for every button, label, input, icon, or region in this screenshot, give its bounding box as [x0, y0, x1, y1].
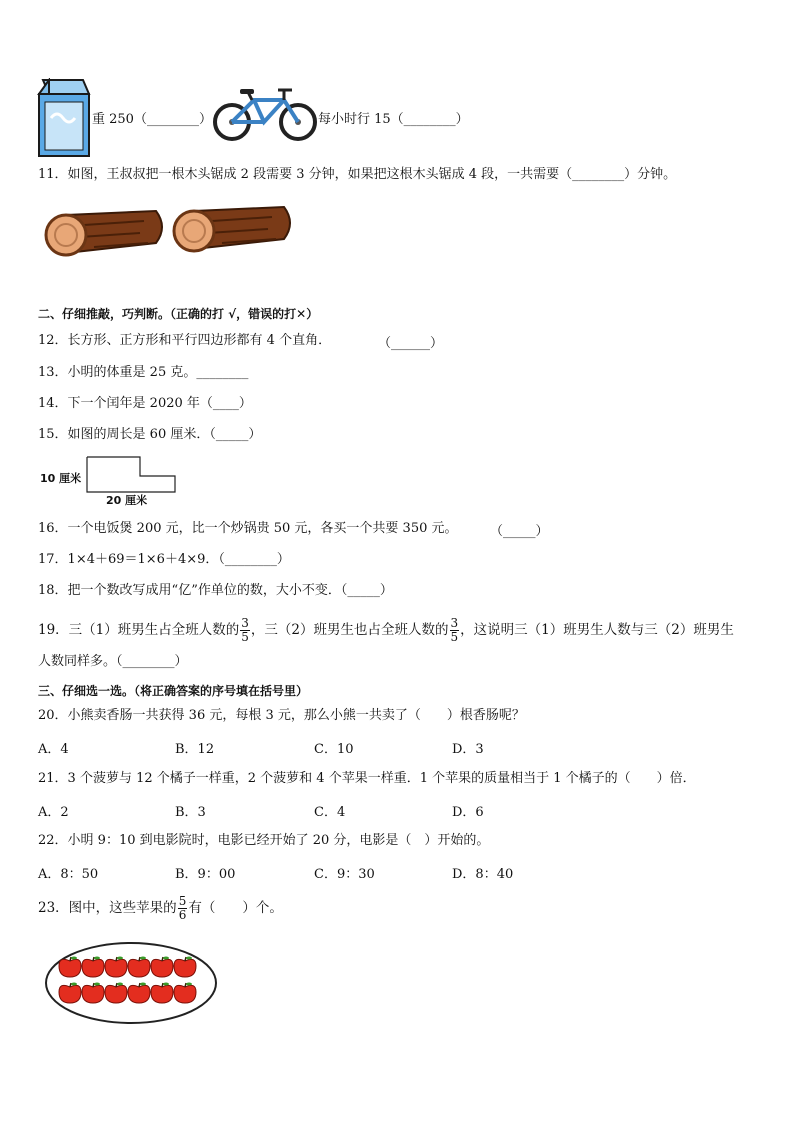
q21-option-d: D．6 [452, 805, 484, 820]
figure-label-10cm: 10 厘米 [40, 472, 82, 485]
question-18: 18．把一个数改写成用“亿”作单位的数，大小不变．（_____） [38, 583, 393, 598]
question-15: 15．如图的周长是 60 厘米．（_____） [38, 427, 262, 442]
apple-icon [105, 983, 127, 1004]
question-19-part3: ，这说明三（1）班男生人数与三（2）班男生 [460, 622, 734, 638]
bicycle-image [212, 84, 318, 142]
q20-option-a: A．4 [38, 742, 69, 757]
q22-option-c: C．9：30 [314, 867, 375, 882]
bike-speed-blank: 每小时行 15（________） [318, 112, 469, 127]
question-19-part1: 19．三（1）班男生占全班人数的 [38, 622, 240, 638]
apple-icon [59, 983, 81, 1004]
question-23 [38, 895, 283, 922]
apples-oval-figure [44, 940, 220, 1026]
fraction-3-5: $\frac{3}{5}$ [241, 616, 249, 644]
question-16: 16．一个电饭煲 200 元，比一个炒锅贵 50 元，各买一个共要 350 元。 [38, 521, 458, 536]
apple-icon [128, 983, 150, 1004]
question-12: 12．长方形、正方形和平行四边形都有 4 个直角． [38, 333, 332, 348]
question-12-blank: （______） [378, 336, 444, 351]
figure-label-20cm: 20 厘米 [106, 494, 148, 507]
question-19-line2: 人数同样多。（________） [38, 654, 188, 669]
q22-option-d: D．8：40 [452, 867, 514, 882]
apple-icon [174, 957, 196, 978]
question-13: 13．小明的体重是 25 克。________ [38, 365, 249, 380]
section-2-title: 二、仔细推敲，巧判断。（正确的打 √，错误的打✕） [38, 307, 319, 321]
apple-icon [105, 957, 127, 978]
question-16-blank: （_____） [490, 524, 549, 539]
apple-icon [128, 957, 150, 978]
apple-icon [59, 957, 81, 978]
question-19 [38, 617, 734, 644]
question-17: 17．1×4＋69＝1×6＋4×9．（________） [38, 552, 290, 567]
q21-option-c: C．4 [314, 805, 346, 820]
milk-carton-image [37, 78, 93, 158]
question-23-part2: 有（ ）个。 [188, 900, 283, 916]
fraction-3-5-b: $\frac{3}{5}$ [450, 616, 459, 644]
question-22: 22．小明 9：10 到电影院时，电影已经开始了 20 分，电影是（ ）开始的。 [38, 833, 490, 848]
q20-option-d: D．3 [452, 742, 484, 757]
apple-icon [82, 983, 104, 1004]
milk-weight-blank: 重 250（________） [92, 112, 212, 127]
step-shape-figure [86, 456, 178, 494]
logs-image [44, 205, 294, 263]
apple-icon [82, 957, 104, 978]
section-3-title: 三、仔细选一选。（将正确答案的序号填在括号里） [38, 684, 309, 698]
apple-icon [151, 957, 173, 978]
question-11: 11．如图，王叔叔把一根木头锯成 2 段需要 3 分钟，如果把这根木头锯成 4 段，一共需要（________）分钟。 [38, 167, 677, 182]
apple-icon [174, 983, 196, 1004]
question-20: 20．小熊卖香肠一共获得 36 元，每根 3 元，那么小熊一共卖了（ ）根香肠呢？ [38, 708, 525, 723]
q21-option-a: A．2 [38, 805, 69, 820]
q22-option-b: B．9：00 [175, 867, 236, 882]
q20-option-c: C．10 [314, 742, 354, 757]
q22-option-a: A．8：50 [38, 867, 99, 882]
q20-option-b: B．12 [175, 742, 215, 757]
question-23-part1: 23．图中，这些苹果的 [38, 900, 177, 916]
q21-option-b: B．3 [175, 805, 206, 820]
question-19-part2: ，三（2）班男生也占全班人数的 [250, 622, 449, 638]
question-14: 14．下一个闰年是 2020 年（____） [38, 396, 252, 411]
question-21: 21．3 个菠萝与 12 个橘子一样重，2 个菠萝和 4 个苹果一样重．1 个苹果的质量相当于 1 个橘子的（ ）倍． [38, 771, 696, 786]
apple-icon [151, 983, 173, 1004]
fraction-5-6: $\frac{5}{6}$ [178, 894, 187, 922]
